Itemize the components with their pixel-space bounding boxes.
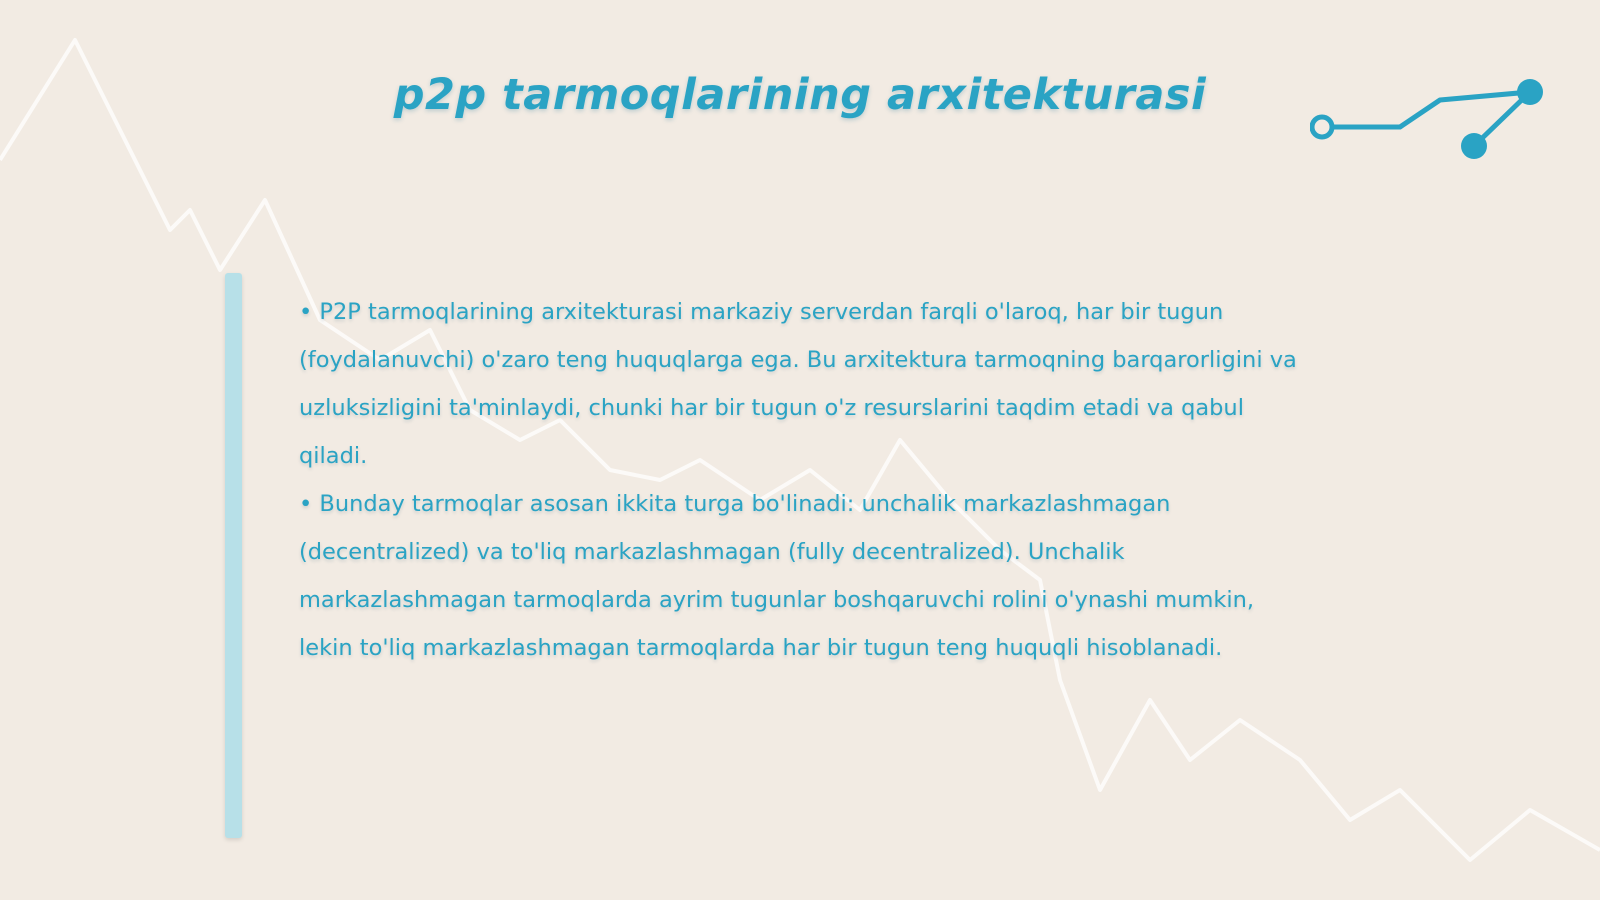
circuit-icon <box>1310 72 1550 172</box>
bullet-paragraph-architecture: • P2P tarmoqlarining arxitekturasi markaziy serverdan farqli o'laroq, har bir tugun (foydalanuvchi) o'zaro teng huquqlarga ega. Bu arxitektura tarmoqning barqarorligini va uzluksizligini ta'minlaydi, chunki har bir tugun o'z resurslarini taqdim etadi va qabul qiladi. <box>299 299 1297 469</box>
bullet-paragraph-types: • Bunday tarmoqlar asosan ikkita turga bo'linadi: unchalik markazlashmagan (decentralized) va to'liq markazlashmagan (fully decentralized). Unchalik markazlashmagan tarmoqlarda ayrim tugunlar boshqaruvchi rolini o'ynashi mumkin, lekin to'liq markazlashmagan tarmoqlarda har bir tugun teng huquqli hisoblanadi. <box>299 491 1255 661</box>
slide-title: p2p tarmoqlarining arxitekturasi <box>393 70 1207 120</box>
accent-vertical-bar <box>225 273 242 838</box>
body-text <box>299 288 1299 672</box>
